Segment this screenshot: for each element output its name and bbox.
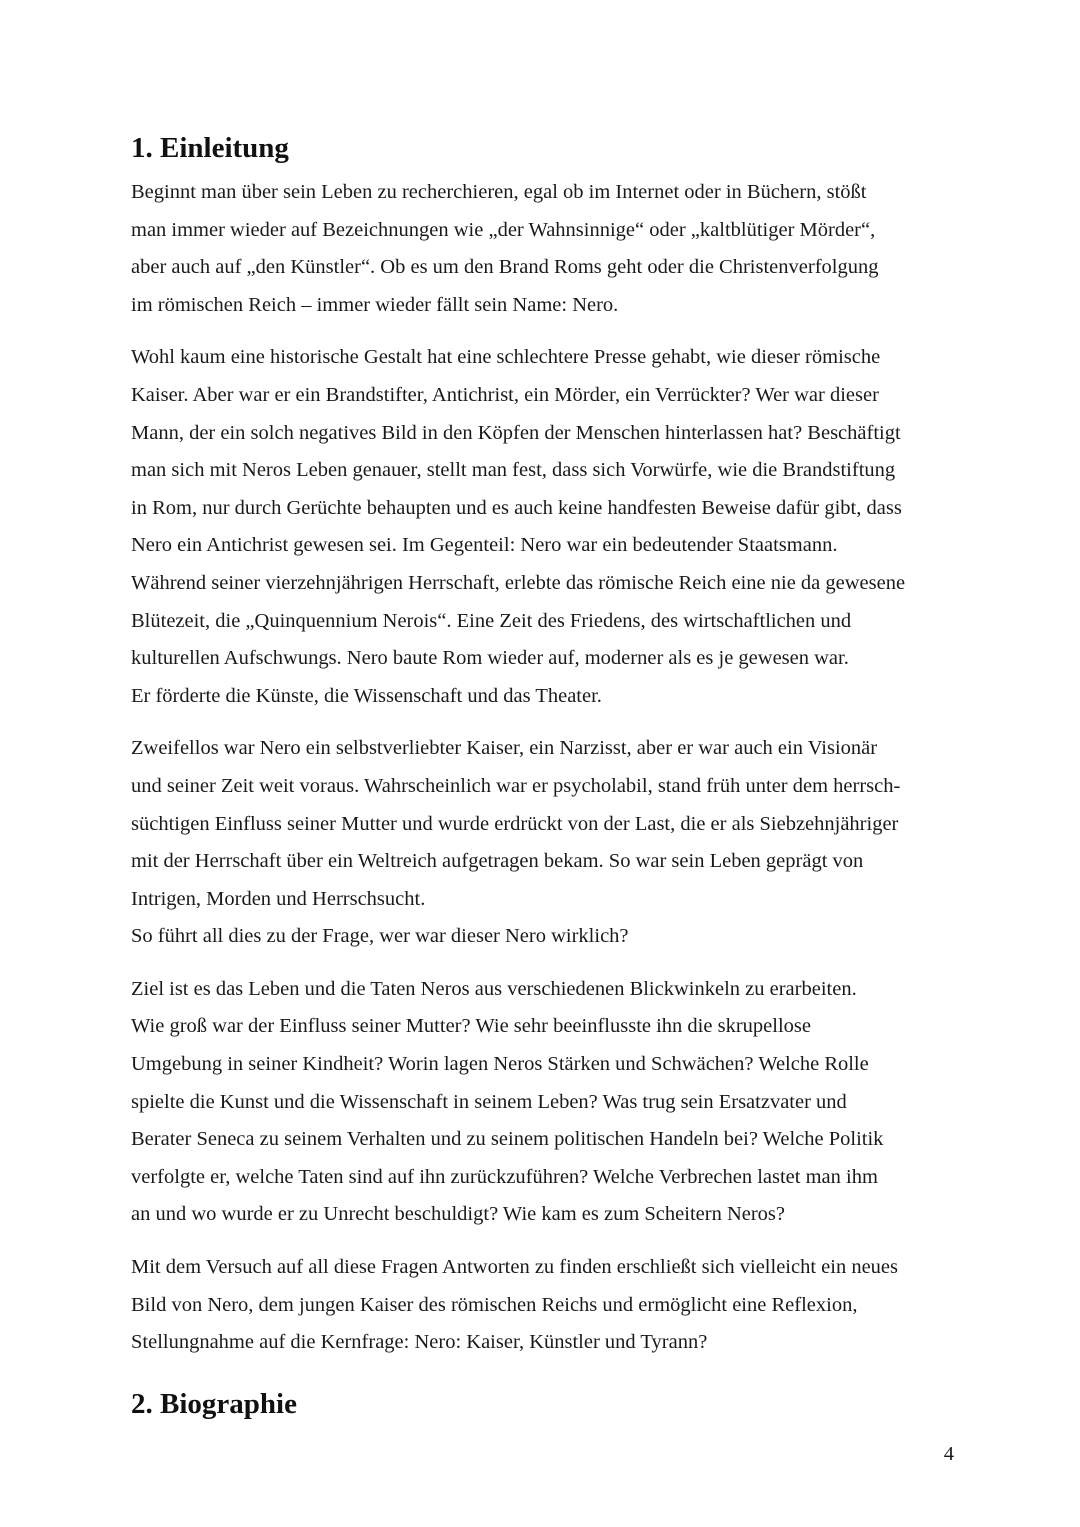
page-content bbox=[131, 128, 961, 1424]
section-heading-biographie: 2. Biographie bbox=[131, 1387, 297, 1420]
text-line: Stellungnahme auf die Kernfrage: Nero: Kaiser, Künstler und Tyrann? bbox=[131, 1331, 708, 1354]
section-heading-einleitung: 1. Einleitung bbox=[131, 132, 289, 164]
text-line: Umgebung in seiner Kindheit? Worin lagen Neros Stärken und Schwächen? Welche Rolle bbox=[131, 1053, 869, 1076]
text-line: Mann, der ein solch negatives Bild in den Köpfen der Menschen hinterlassen hat? Beschäftigt bbox=[131, 421, 901, 444]
text-line: Zweifellos war Nero ein selbstverliebter Kaiser, ein Narzisst, aber er war auch ein Visionär bbox=[131, 737, 878, 760]
text-line: Beginnt man über sein Leben zu recherchieren, egal ob im Internet oder in Büchern, stößt bbox=[131, 181, 867, 203]
paragraph bbox=[131, 971, 961, 1234]
text-line: Während seiner vierzehnjährigen Herrschaft, erlebte das römische Reich eine nie da gewesene bbox=[131, 571, 906, 594]
text-line: spielte die Kunst und die Wissenschaft in seinem Leben? Was trug sein Ersatzvater und bbox=[131, 1090, 847, 1113]
text-line: an und wo wurde er zu Unrecht beschuldigt? Wie kam es zum Scheitern Neros? bbox=[131, 1203, 786, 1226]
text-line: Berater Seneca zu seinem Verhalten und zu seinem politischen Handeln bei? Welche Politik bbox=[131, 1128, 884, 1151]
text-line: Wie groß war der Einfluss seiner Mutter? Wie sehr beeinflusste ihn die skrupellose bbox=[131, 1015, 811, 1038]
page-number: 4 bbox=[943, 1443, 954, 1465]
text-line: Ziel ist es das Leben und die Taten Neros aus verschiedenen Blickwinkeln zu erarbeiten. bbox=[131, 977, 857, 1000]
text-line: kulturellen Aufschwungs. Nero baute Rom wieder auf, moderner als es je gewesen war. bbox=[131, 647, 849, 670]
text-line: Blütezeit, die „Quinquennium Nerois“. Eine Zeit des Friedens, des wirtschaftlichen und bbox=[131, 609, 852, 632]
text-line: Er förderte die Künste, die Wissenschaft und das Theater. bbox=[131, 684, 602, 707]
paragraph bbox=[131, 174, 961, 324]
text-line: man immer wieder auf Bezeichnungen wie „der Wahnsinnige“ oder „kaltblütiger Mörder“, bbox=[131, 218, 876, 241]
text-line: Kaiser. Aber war er ein Brandstifter, Antichrist, ein Mörder, ein Verrückter? Wer war dieser bbox=[131, 383, 879, 406]
paragraph bbox=[131, 730, 961, 956]
text-line: Mit dem Versuch auf all diese Fragen Antworten zu finden erschließt sich vielleicht ein neues bbox=[131, 1256, 899, 1279]
text-line: mit der Herrschaft über ein Weltreich aufgetragen bekam. So war sein Leben geprägt von bbox=[131, 850, 864, 873]
text-line: süchtigen Einfluss seiner Mutter und wurde erdrückt von der Last, die er als Siebzehnjähriger bbox=[131, 812, 899, 835]
text-line: und seiner Zeit weit voraus. Wahrscheinlich war er psycholabil, stand früh unter dem herrsch- bbox=[131, 774, 901, 797]
text-line: man sich mit Neros Leben genauer, stellt man fest, dass sich Vorwürfe, wie die Brandstiftung bbox=[131, 459, 896, 482]
text-line: verfolgte er, welche Taten sind auf ihn zurückzuführen? Welche Verbrechen lastet man ihm bbox=[131, 1165, 878, 1188]
text-line: So führt all dies zu der Frage, wer war dieser Nero wirklich? bbox=[131, 925, 629, 948]
text-line: Intrigen, Morden und Herrschsucht. bbox=[131, 887, 426, 910]
paragraph bbox=[131, 1249, 961, 1362]
text-line: aber auch auf „den Künstler“. Ob es um den Brand Roms geht oder die Christenverfolgung bbox=[131, 256, 879, 279]
text-line: Bild von Nero, dem jungen Kaiser des römischen Reichs und ermöglicht eine Reflexion, bbox=[131, 1293, 858, 1316]
text-line: Nero ein Antichrist gewesen sei. Im Gegenteil: Nero war ein bedeutender Staatsmann. bbox=[131, 534, 838, 557]
text-line: in Rom, nur durch Gerüchte behaupten und es auch keine handfesten Beweise dafür gibt, dass bbox=[131, 496, 902, 519]
paragraph bbox=[131, 339, 961, 715]
text-line: Wohl kaum eine historische Gestalt hat eine schlechtere Presse gehabt, wie dieser römische bbox=[131, 346, 881, 369]
text-line: im römischen Reich – immer wieder fällt sein Name: Nero. bbox=[131, 293, 619, 316]
